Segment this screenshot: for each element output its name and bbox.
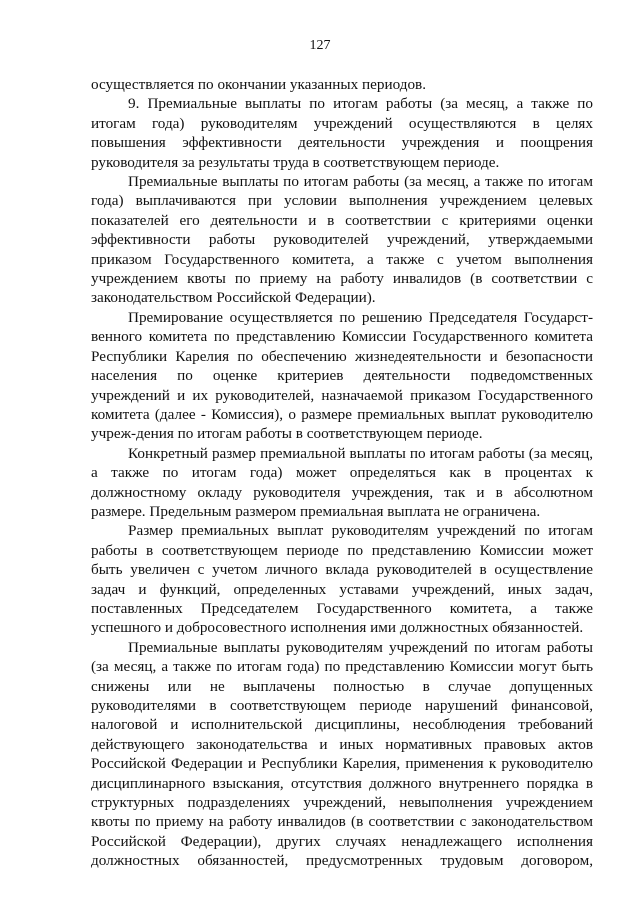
document-body	[91, 75, 593, 871]
paragraph-bonus-amount: Конкретный размер премиальной выплаты по итогам работы (за месяц, а также по итогам года) может определяться как в процентах к должностному окладу руководителя учреждения, так и в абсолютном размере. Предельным размером премиальная выплата не ограничена.	[91, 444, 593, 520]
paragraph-continuation: осуществляется по окончании указанных периодов.	[91, 76, 427, 93]
page-number: 127	[309, 38, 331, 53]
paragraph-bonus-conditions: Премиальные выплаты по итогам работы (за месяц, а также по итогам года) выплачиваются при условии выполнения учреждением целевых показателей его деятельности и в соответствии с критериями оценки эффективности работы руководителей учреждений, утверждаемыми приказом Государственного комитета, а также с учетом выполнения учреждением квоты по приему на работу инвалидов (в соответствии с законодательством Российской Федерации).	[91, 173, 593, 307]
paragraph-item-9: 9. Премиальные выплаты по итогам работы (за месяц, а также по итогам года) руководителям учреждений осуществляются в целях повышения эффективности деятельности учреждения и поощрения руководителя за результаты труда в соответствующем периоде.	[91, 95, 593, 171]
paragraph-bonus-reduction: Премиальные выплаты руководителям учреждений по итогам работы (за месяц, а также по итогам года) по представлению Комиссии могут быть снижены или не выплачены полностью в случае допущенных руководителями в соответствующем периоде нарушений финансовой, налоговой и исполнительской дисциплины, несоблюдения требований действующего законодательства и иных нормативных правовых актов Российской Федерации и Республики Карелия, применения к руководителю дисциплинарного взыскания, отсутствия должного внутреннего порядка в структурных подразделениях учреждений, невыполнения учреждением квоты по приему на работу инвалидов (в соответствии с законодательством Российской Федерации), других случаях ненадлежащего исполнения должностных обязанностей, предусмотренных трудовым договором,	[91, 638, 593, 870]
paragraph-bonus-increase: Размер премиальных выплат руководителям учреждений по итогам работы в соответствующем периоде по представлению Комиссии может быть увеличен с учетом личного вклада руководителей в осуществление задач и функций, определенных уставами учреждений, иных задач, поставленных Председателем Государственного комитета, а также успешного и добросовестного исполнения ими должностных обязанностей.	[91, 522, 593, 637]
paragraph-bonus-decision: Премирование осуществляется по решению Председателя Государст-венного комитета по представлению Комиссии Государственного комитета Республики Карелия по обеспечению жизнедеятельности и безопасности населения по оценке критериев деятельности подведомственных учреждений и их руководителей, назначаемой приказом Государственного комитета (далее - Комиссия), о размере премиальных выплат руководителю учреж-дения по итогам работы в соответствующем периоде.	[91, 308, 593, 443]
